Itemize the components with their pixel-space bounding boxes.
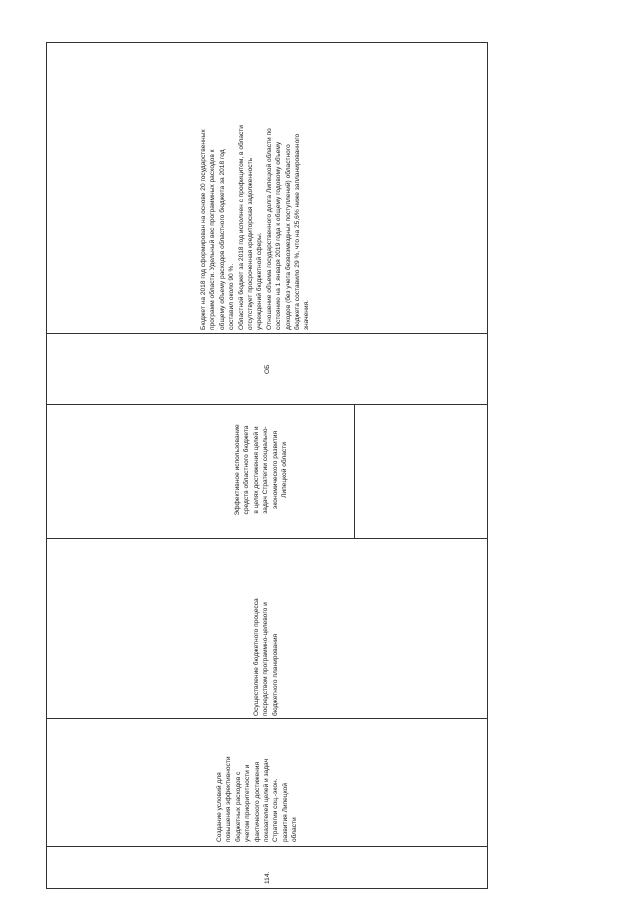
activity-cell xyxy=(252,598,280,716)
executor: ОБ xyxy=(264,364,271,374)
table-border-report-executor xyxy=(46,333,488,334)
task-cell xyxy=(215,756,300,842)
task-line: Создание условий для xyxy=(216,772,223,842)
report-line: составил около 90 %. xyxy=(228,263,236,330)
result-line: Липецкой области xyxy=(281,442,289,498)
result-line: экономического развития xyxy=(271,430,279,510)
report-line: Бюджет на 2018 год сформирован на основе 20 государственных xyxy=(200,129,207,330)
report-line: общему объему расходов областного бюджета за 2018 год xyxy=(218,149,226,330)
task-line: бюджетных расходов с xyxy=(234,771,242,842)
result-line: в целях достижения целей и xyxy=(252,426,260,514)
row-number: 114. xyxy=(264,871,271,884)
task-line: повышения эффективности xyxy=(225,756,233,842)
executor-cell xyxy=(263,365,272,374)
report-line: Отношение объема государственного долга Липецкой области по xyxy=(265,128,273,330)
report-cell xyxy=(199,125,312,330)
activity-line: Осуществление бюджетного процесса xyxy=(253,598,260,716)
task-line: учетом приоритетности и xyxy=(244,764,252,842)
table-border-top xyxy=(46,42,488,43)
table-border-executor-result xyxy=(46,404,488,405)
table-border-left xyxy=(46,42,47,889)
task-line: области xyxy=(291,817,299,842)
table-border-activity-task xyxy=(46,718,488,719)
result-cell-border xyxy=(354,404,355,538)
report-line: отсутствует просроченная кредиторская задолженность xyxy=(247,157,255,330)
task-line: фактического достижения xyxy=(253,761,261,842)
report-line: значения. xyxy=(303,299,311,330)
result-line: задач Стратегии социально- xyxy=(262,426,270,514)
table-border-right xyxy=(487,42,488,889)
report-line: доходов (без учета безвозмездных поступлений) областного xyxy=(284,144,292,330)
result-cell xyxy=(233,406,289,534)
report-line: учреждений бюджетной сферы. xyxy=(256,232,264,330)
row-number-cell xyxy=(263,872,272,884)
report-line: бюджета составило 29 %, что на 25,6% ниже запланированного xyxy=(294,133,302,330)
task-line: показателей целей и задач xyxy=(263,758,271,842)
task-line: Стратегии соц.-экон. xyxy=(272,778,280,842)
table-border-result-activity xyxy=(46,538,488,539)
table-border-task-number xyxy=(46,846,488,847)
report-line: программ области. Удельный вес программных расходов к xyxy=(209,149,217,330)
result-line: средств областного бюджета xyxy=(243,425,251,515)
table-border-bottom xyxy=(46,888,488,889)
activity-line: бюджетного планирования xyxy=(271,633,279,716)
report-line: Областной бюджет за 2018 год исполнен с профицитом, в области xyxy=(237,125,245,330)
task-line: развития Липецкой xyxy=(281,783,289,842)
activity-line: посредством программно-целевого и xyxy=(262,602,270,716)
report-line: состоянию на 1 января 2019 года к общему годовому объему xyxy=(275,141,283,330)
result-line: Эффективное использование xyxy=(234,424,241,516)
